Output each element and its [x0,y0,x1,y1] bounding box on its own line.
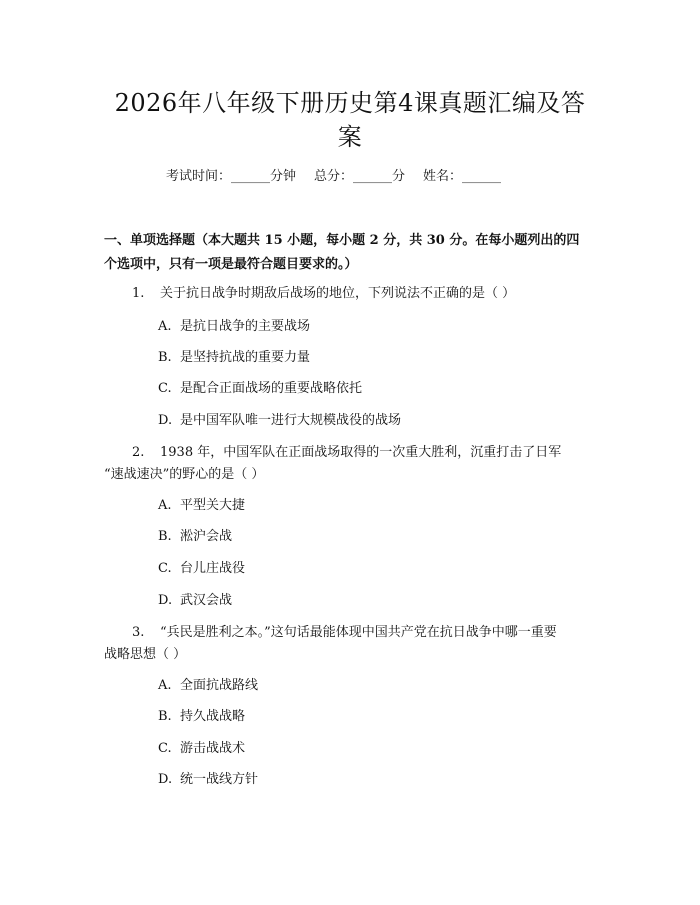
option-letter: A. [158,319,172,334]
option-letter: C. [158,381,172,396]
option-text: 持久战战略 [180,709,246,724]
option-text: 是坚持抗战的重要力量 [180,350,311,365]
option-letter: B. [158,709,172,724]
question-2-option-a [158,494,588,518]
option-letter: C. [158,561,172,576]
option-letter: D. [158,772,173,787]
question-2-option-d [158,589,588,613]
question-1-option-b [158,346,588,370]
option-letter: D. [158,593,173,608]
question-3 [132,621,602,645]
student-name-field: 姓名：______ [423,169,502,184]
question-1-option-c [158,377,588,401]
option-text: 是抗日战争的主要战场 [180,319,311,334]
exam-time-field: 考试时间：______分钟 [166,169,297,184]
document-title-line-2: 案 [337,123,363,151]
question-3-option-d [158,768,588,792]
option-letter: C. [158,741,172,756]
question-1 [132,282,602,306]
question-2-option-b [158,525,588,549]
question-number: 3. [132,625,145,640]
question-stem: “兵民是胜利之本。”这句话最能体现中国共产党在抗日战争中哪一重要 [160,625,557,640]
option-letter: D. [158,413,173,428]
option-text: 武汉会战 [180,593,233,608]
question-3-stem-continued: 战略思想（ ） [104,647,187,662]
total-score-field: 总分：______分 [314,169,406,184]
option-text: 是中国军队唯一进行大规模战役的战场 [180,413,402,428]
option-text: 平型关大捷 [180,498,246,513]
section-heading-line-2: 个选项中，只有一项是最符合题目要求的。） [104,257,358,272]
option-text: 淞沪会战 [180,529,233,544]
question-1-option-a [158,315,588,339]
option-text: 游击战战术 [180,741,246,756]
option-text: 台儿庄战役 [180,561,246,576]
option-text: 是配合正面战场的重要战略依托 [180,381,363,396]
question-2 [132,441,602,465]
document-title-line-1: 2026年八年级下册历史第4课真题汇编及答 [114,89,586,117]
question-stem: 1938 年，中国军队在正面战场取得的一次重大胜利，沉重打击了日军 [160,445,562,460]
question-2-stem-continued: “速战速决”的野心的是（ ） [104,467,265,482]
option-text: 全面抗战路线 [180,678,259,693]
option-letter: A. [158,498,172,513]
option-letter: B. [158,529,172,544]
option-letter: A. [158,678,172,693]
question-1-option-d [158,409,588,433]
exam-info [166,168,586,186]
option-text: 统一战线方针 [180,772,259,787]
question-3-option-a [158,674,588,698]
question-3-option-c [158,737,588,761]
option-letter: B. [158,350,172,365]
question-number: 2. [132,445,145,460]
question-2-option-c [158,557,588,581]
question-number: 1. [132,286,145,301]
question-stem: 关于抗日战争时期敌后战场的地位，下列说法不正确的是（ ） [160,286,516,301]
section-heading-line-1: 一、单项选择题（本大题共 15 小题，每小题 2 分，共 30 分。在每小题列出的四 [104,233,580,248]
question-3-option-b [158,705,588,729]
